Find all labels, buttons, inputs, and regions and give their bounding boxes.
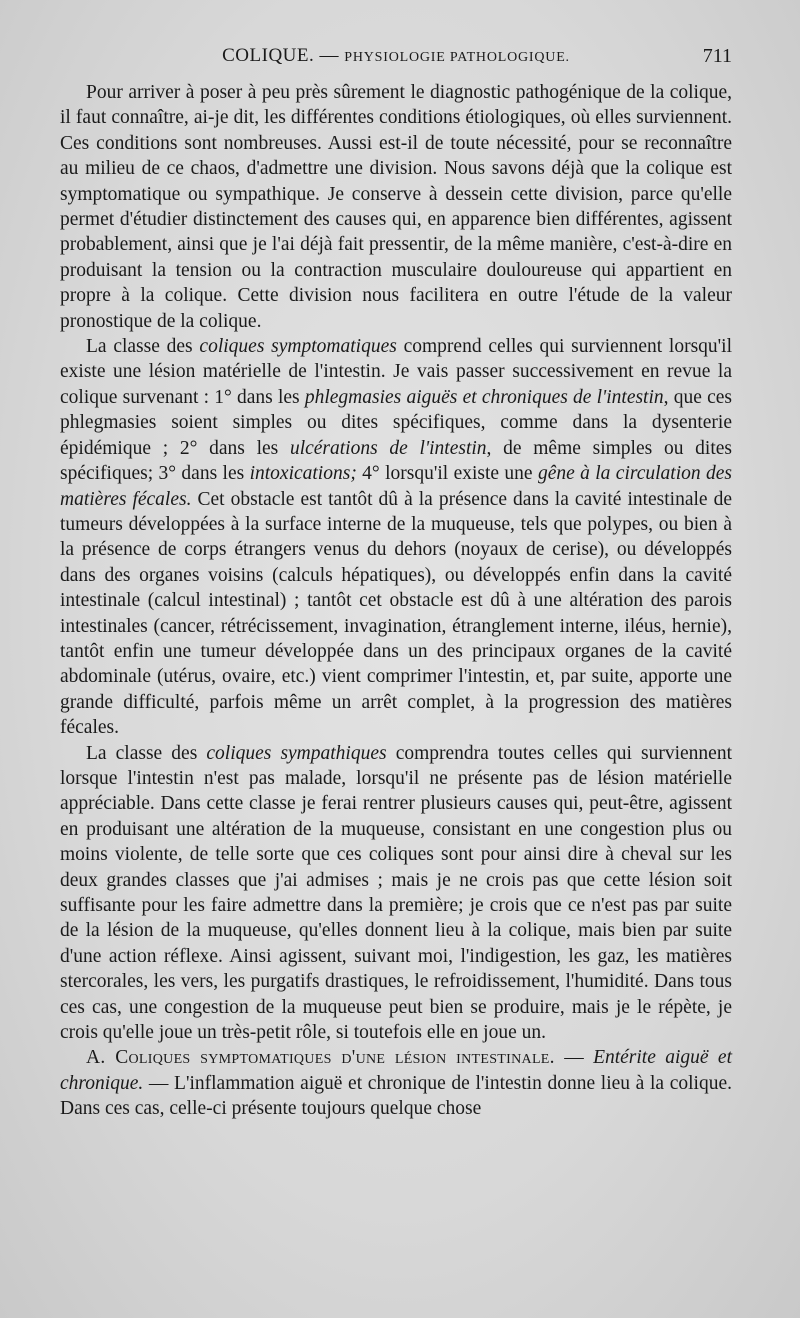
paragraph-2-text: comprend celles qui surviennent lorsqu'il existe une lésion matérielle de l'intestin. Je vais passer successivement en revue la colique survenant : 1° dans les: [60, 336, 733, 408]
paragraph-2-text: 4° lorsqu'il existe une: [356, 463, 538, 485]
page-number: 711: [702, 45, 732, 67]
paragraph-3-text: La classe des: [86, 742, 207, 764]
paragraph-2-text: , de même simples ou dites spécifiques; 3° dans les: [60, 437, 732, 485]
paragraph-2-text: , que ces phlegmasies soient simples ou dites spécifiques, comme dans la dysenterie épidémique ; 2° dans les: [60, 386, 733, 459]
paragraph-3-text: comprendra toutes celles qui surviennent lorsque l'intestin n'est pas malade, lorsqu'il ne présente pas de lésion matérielle appréciable. Dans cette classe je ferai rentrer plusieurs causes qui, peut-être, agissent en produisant une altération de la muqueuse, consistant en une congestion plus ou moins violente, de telle sorte que ces coliques sont pour ainsi dire à cheval sur les deux grandes classes que j'ai admises ; mais je ne crois pas que cette lésion soit suffisante pour les faire admettre dans la première; je crois que ce n'est pas par suite de la lésion de la muqueuse, qu'elles donnent lieu à la colique, mais bien par suite d'une action réflexe. Ainsi agissent, suivant moi, l'indigestion, les gaz, les matières stercorales, les vers, les purgatifs drastiques, le refroidissement, l'humidité. Dans tous ces cas, une congestion de la muqueuse peut bien se produire, mais je le répète, je crois qu'elle joue un très-petit rôle, si toutefois elle en joue un.: [60, 742, 733, 1044]
paragraph-2-emphasis: gêne à la circulation des matières fécales.: [60, 463, 732, 510]
paragraph-2-emphasis: ulcérations de l'intestin: [289, 437, 487, 459]
paragraph-2-text: La classe des: [86, 336, 200, 358]
running-title-main: COLIQUE.: [222, 45, 315, 66]
paragraph-2-emphasis: coliques symptomatiques: [199, 336, 397, 358]
paragraph-2-emphasis: intoxications;: [249, 463, 357, 485]
running-title: [60, 45, 732, 67]
subsection-title: Entérite aiguë et chronique.: [60, 1047, 732, 1094]
paragraph-4: [60, 1045, 732, 1121]
paragraph-3: [60, 741, 732, 1046]
paragraph-3-emphasis: coliques sympathiques: [206, 742, 387, 764]
body-text: [60, 80, 732, 1122]
section-heading: A. Coliques symptomatiques d'une lésion intestinale.: [86, 1047, 555, 1069]
running-title-subtitle: PHYSIOLOGIE PATHOLOGIQUE.: [344, 50, 570, 65]
paragraph-4-text: — L'inflammation aiguë et chronique de l'intestin donne lieu à la colique. Dans ces cas, celle-ci présente toujours quelque chose: [60, 1072, 732, 1120]
paragraph-2-emphasis: phlegmasies aiguës et chroniques de l'intestin: [304, 386, 664, 408]
paragraph-2-text: Cet obstacle est tantôt dû à la présence dans la cavité intestinale de tumeurs développées à la surface interne de la muqueuse, tels que polypes, ou bien à la présence de corps étrangers venus du dehors (noyaux de cerise), ou développés dans des organes voisins (calculs hépatiques), ou développés enfin dans la cavité intestinale (calcul intestinal) ; tantôt cet obstacle est dû à une altération des parois intestinales (cancer, rétrécissement, invagination, étranglement interne, iléus, hernie), tantôt enfin une tumeur développée dans un des principaux organes de la cavité abdominale (utérus, ovaire, etc.) vient comprimer l'intestin, et, par suite, apporte une grande difficulté, parfois même un arrêt complet, à la progression des matières fécales.: [60, 488, 732, 739]
paragraph-2: [60, 334, 732, 741]
paragraph-1: Pour arriver à poser à peu près sûrement le diagnostic pathogénique de la colique, il faut connaître, ai-je dit, les différentes conditions étiologiques, où elles surviennent. Ces conditions sont nombreuses. Aussi est-il de toute nécessité, pour se reconnaître au milieu de ce chaos, d'admettre une division. Nous savons déjà que la colique est symptomatique ou sympathique. Je conserve à dessein cette division, parce qu'elle permet d'étudier distinctement des causes qui, en apparence bien différentes, agissent probablement, ainsi que je l'ai déjà fait pressentir, de la même manière, c'est-à-dire en produisant la tension ou la contraction musculaire douloureuse qui appartient en propre à la colique. Cette division nous facilitera en outre l'étude de la valeur pronostique de la colique.: [60, 82, 732, 332]
heading-dash: —: [554, 1047, 594, 1069]
page-header: [60, 45, 732, 75]
running-title-separator: —: [319, 45, 340, 66]
